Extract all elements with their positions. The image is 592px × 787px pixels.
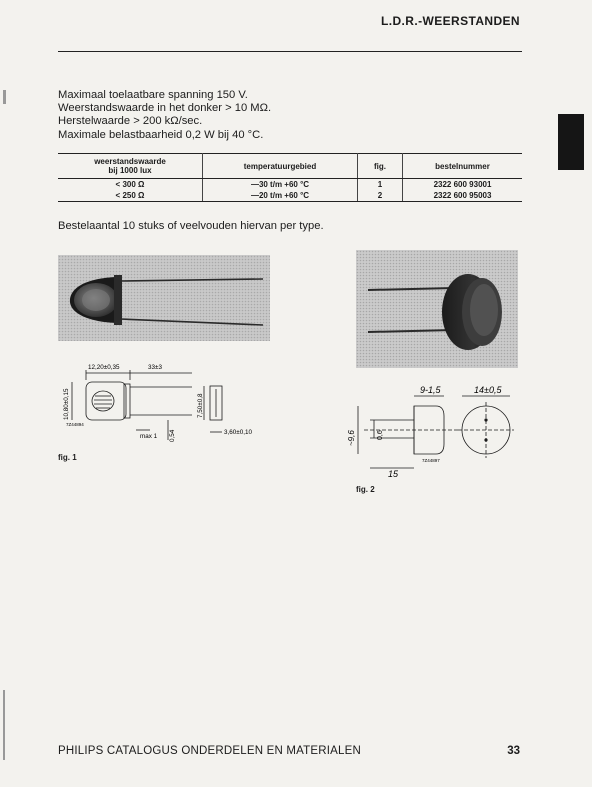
- dim-fig2-height: ~9,6: [347, 430, 356, 446]
- cell-resistance: < 250 Ω: [58, 190, 203, 202]
- section-tab-marker: [558, 114, 584, 170]
- column-header-order: bestelnummer: [403, 154, 523, 179]
- dim-fig2-lead-dia: 0,6: [377, 430, 384, 440]
- page-number: 33: [507, 745, 520, 757]
- cell-fig: 2: [358, 190, 403, 202]
- cell-temperature: —20 t/m +60 °C: [203, 190, 358, 202]
- dim-fig2-lead-length: 15: [388, 469, 399, 479]
- cell-order: 2322 600 95003: [403, 190, 523, 202]
- ldr-photo-fig2: [356, 250, 518, 368]
- column-header-fig: fig.: [358, 154, 403, 179]
- resistance-header-line1: weerstandswaarde: [94, 157, 166, 166]
- cell-order: 2322 600 93001: [403, 179, 523, 191]
- resistance-header-line2: bij 1000 lux: [108, 166, 152, 175]
- header-title: L.D.R.-WEERSTANDEN: [381, 14, 520, 28]
- margin-mark: [3, 690, 5, 760]
- footer-catalog-title: PHILIPS CATALOGUS ONDERDELEN EN MATERIALEN: [58, 745, 361, 757]
- margin-mark: [3, 90, 6, 104]
- column-header-temperature: temperatuurgebied: [203, 154, 358, 179]
- dim-fig1-width: 12,20±0,35: [88, 364, 120, 371]
- drawing-code-fig1: 7Z44894: [66, 422, 84, 427]
- spec-list: [58, 89, 271, 142]
- dimension-drawing-fig1: [58, 360, 288, 445]
- figure-label-fig1: fig. 1: [58, 453, 77, 462]
- dim-fig2-body: 9-1,5: [420, 385, 441, 395]
- dim-fig1-height: 10,80±0,15: [63, 388, 70, 420]
- dim-fig1-max: max 1: [140, 433, 158, 440]
- header-rule: [58, 51, 522, 52]
- spec-line: Maximaal toelaatbare spanning 150 V.: [58, 89, 248, 101]
- dim-fig2-diameter: 14±0,5: [474, 385, 502, 395]
- cell-temperature: —30 t/m +60 °C: [203, 179, 358, 191]
- table-row: [58, 179, 522, 191]
- dim-fig1-lead: 33±3: [148, 364, 162, 371]
- cell-resistance: < 300 Ω: [115, 180, 145, 189]
- spec-line: Weerstandswaarde in het donker > 10 MΩ.: [58, 102, 272, 115]
- spec-line: Herstelwaarde > 200 kΩ/sec.: [58, 115, 203, 128]
- dimension-drawing-fig2: [340, 382, 530, 480]
- dim-fig1-side: 7,50±0,8: [197, 393, 204, 418]
- order-note: Bestelaantal 10 stuks of veelvouden hiervan per type.: [58, 220, 324, 232]
- spec-table: [58, 153, 522, 202]
- drawing-code-fig2: 7Z44897: [422, 458, 440, 463]
- column-header-resistance: [58, 154, 203, 179]
- dim-fig1-thickness: 3,60±0,10: [224, 429, 252, 436]
- table-header-row: [58, 154, 522, 179]
- figure-label-fig2: fig. 2: [356, 485, 375, 494]
- table-row: [58, 190, 522, 202]
- ldr-photo-fig1: [58, 255, 270, 341]
- cell-fig: 1: [358, 179, 403, 191]
- dim-fig1-lead-dia: 0,54: [169, 429, 176, 442]
- spec-line: Maximale belastbaarheid 0,2 W bij 40 °C.: [58, 128, 264, 141]
